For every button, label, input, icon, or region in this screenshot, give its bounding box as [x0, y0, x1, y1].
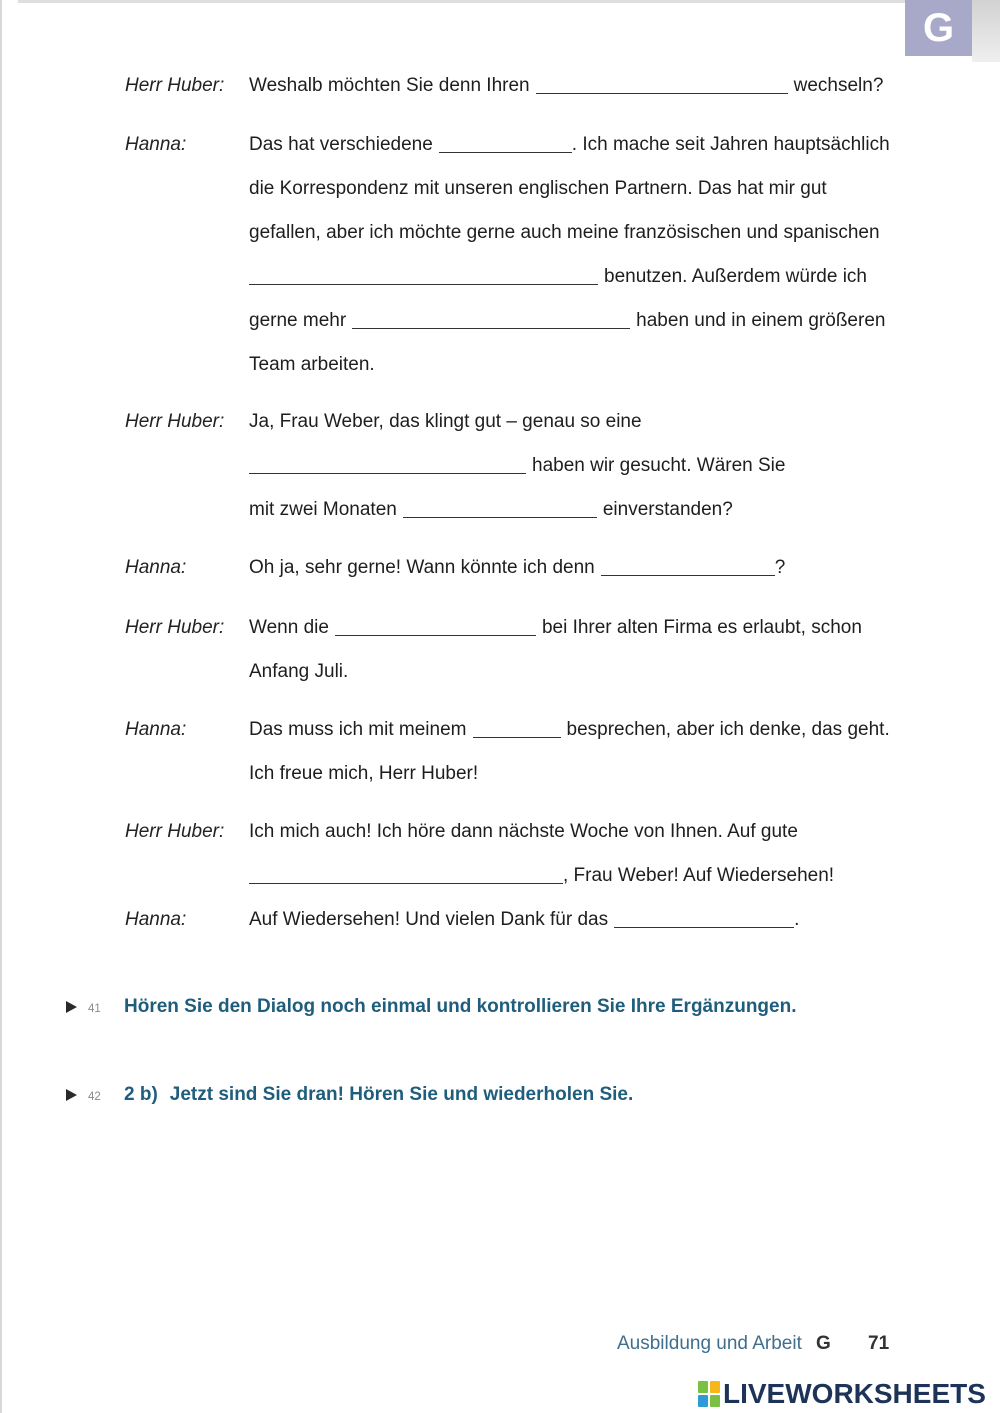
dialog-lines	[249, 907, 799, 951]
footer-section-title: Ausbildung und Arbeit	[617, 1333, 802, 1354]
dialog-line	[249, 176, 890, 220]
scan-corner-shadow	[972, 0, 1000, 62]
dialog-line	[249, 863, 834, 907]
dialog-line	[249, 907, 799, 951]
dialog-turn-hanna	[125, 907, 799, 951]
dialog-text: die Korrespondenz mit unseren englischen Partnern. Das hat mir gut	[249, 178, 827, 199]
dialog-text: Team arbeiten.	[249, 354, 375, 375]
speaker-label: Herr Huber:	[125, 821, 225, 842]
dialog-text: .	[794, 909, 800, 930]
liveworksheets-brand-text: LIVEWORKSHEETS	[723, 1378, 986, 1409]
liveworksheets-watermark	[698, 1379, 986, 1409]
answer-blank-9[interactable]	[473, 722, 561, 738]
dialog-line	[249, 819, 834, 863]
dialog-turn-hanna	[125, 555, 785, 599]
dialog-line	[249, 352, 890, 396]
dialog-line	[249, 453, 785, 497]
dialog-text: Das hat verschiedene	[249, 134, 433, 155]
speaker-label: Hanna:	[125, 134, 187, 155]
footer-chapter-letter: G	[816, 1333, 831, 1354]
scan-edge-left	[0, 0, 2, 1413]
answer-blank-11[interactable]	[614, 912, 794, 928]
dialog-line	[249, 264, 890, 308]
dialog-turn-hanna	[125, 717, 890, 805]
dialog-line	[249, 761, 890, 805]
speaker-label: Hanna:	[125, 719, 187, 740]
dialog-line	[249, 409, 785, 453]
instruction-text: Hören Sie den Dialog noch einmal und kontrollieren Sie Ihre Ergänzungen.	[124, 996, 797, 1017]
answer-blank-6[interactable]	[403, 502, 597, 518]
answer-blank-5[interactable]	[249, 458, 526, 474]
instruction-line	[124, 1082, 633, 1108]
speaker-label: Herr Huber:	[125, 617, 225, 638]
dialog-text: einverstanden?	[602, 499, 733, 520]
dialog-turn-herr-huber	[125, 409, 785, 541]
chapter-tab: G	[905, 0, 972, 56]
dialog-text: Anfang Juli.	[249, 661, 349, 682]
answer-blank-1[interactable]	[536, 78, 788, 94]
dialog-line	[249, 220, 890, 264]
dialog-text: mit zwei Monaten	[249, 499, 397, 520]
speaker-label: Herr Huber:	[125, 75, 225, 96]
dialog-line	[249, 615, 862, 659]
dialog-lines	[249, 132, 890, 396]
dialog-text: . Ich mache seit Jahren hauptsächlich	[571, 134, 890, 155]
dialog-text: Oh ja, sehr gerne! Wann könnte ich denn	[249, 557, 595, 578]
audio-track-number: 41	[88, 1003, 101, 1015]
dialog-text: Auf Wiedersehen! Und vielen Dank für das	[249, 909, 609, 930]
dialog-text: Ich mich auch! Ich höre dann nächste Woche von Ihnen. Auf gute	[249, 821, 798, 842]
dialog-lines	[249, 615, 862, 703]
dialog-line	[249, 555, 785, 599]
dialog-line	[249, 659, 862, 703]
dialog-text: Wenn die	[249, 617, 329, 638]
answer-blank-3[interactable]	[249, 269, 598, 285]
dialog-text: ?	[774, 557, 786, 578]
dialog-text: Ich freue mich, Herr Huber!	[249, 763, 479, 784]
answer-blank-8[interactable]	[335, 620, 536, 636]
dialog-lines	[249, 555, 785, 599]
answer-blank-2[interactable]	[439, 137, 572, 153]
dialog-turn-herr-huber	[125, 73, 883, 117]
answer-blank-7[interactable]	[601, 560, 775, 576]
dialog-lines	[249, 73, 883, 117]
page-number: 71	[868, 1333, 890, 1354]
dialog-text: haben und in einem größeren	[636, 310, 886, 331]
dialog-text: Weshalb möchten Sie denn Ihren	[249, 75, 530, 96]
play-icon	[66, 1089, 77, 1101]
dialog-text: , Frau Weber! Auf Wiedersehen!	[563, 865, 835, 886]
dialog-lines	[249, 717, 890, 805]
dialog-line	[249, 497, 785, 541]
dialog-turn-herr-huber	[125, 615, 862, 703]
scan-edge-top	[18, 0, 905, 3]
dialog-line	[249, 132, 890, 176]
answer-blank-10[interactable]	[249, 868, 563, 884]
dialog-text: gerne mehr	[249, 310, 347, 331]
dialog-text: bei Ihrer alten Firma es erlaubt, schon	[541, 617, 862, 638]
dialog-line	[249, 308, 890, 352]
answer-blank-4[interactable]	[352, 313, 630, 329]
instruction-text: Jetzt sind Sie dran! Hören Sie und wiederholen Sie.	[169, 1084, 634, 1105]
audio-track-number: 42	[88, 1091, 101, 1103]
dialog-lines	[249, 819, 834, 907]
liveworksheets-logo-icon	[698, 1381, 720, 1407]
dialog-text: besprechen, aber ich denke, das geht.	[566, 719, 890, 740]
instruction-row	[0, 994, 1000, 1020]
dialog-text: wechseln?	[793, 75, 884, 96]
speaker-label: Hanna:	[125, 909, 187, 930]
dialog-lines	[249, 409, 785, 541]
dialog-text: Ja, Frau Weber, das klingt gut – genau so eine	[249, 411, 642, 432]
dialog-line	[249, 717, 890, 761]
instruction-row	[0, 1082, 1000, 1108]
dialog-text: Das muss ich mit meinem	[249, 719, 467, 740]
speaker-label: Hanna:	[125, 557, 187, 578]
play-icon	[66, 1001, 77, 1013]
dialog-text: benutzen. Außerdem würde ich	[604, 266, 867, 287]
dialog-turn-hanna	[125, 132, 890, 396]
dialog-turn-herr-huber	[125, 819, 834, 907]
speaker-label: Herr Huber:	[125, 411, 225, 432]
dialog-text: gefallen, aber ich möchte gerne auch meine französischen und spanischen	[249, 222, 880, 243]
dialog-line	[249, 73, 883, 117]
dialog-text: haben wir gesucht. Wären Sie	[532, 455, 786, 476]
exercise-number: 2 b)	[124, 1084, 158, 1105]
